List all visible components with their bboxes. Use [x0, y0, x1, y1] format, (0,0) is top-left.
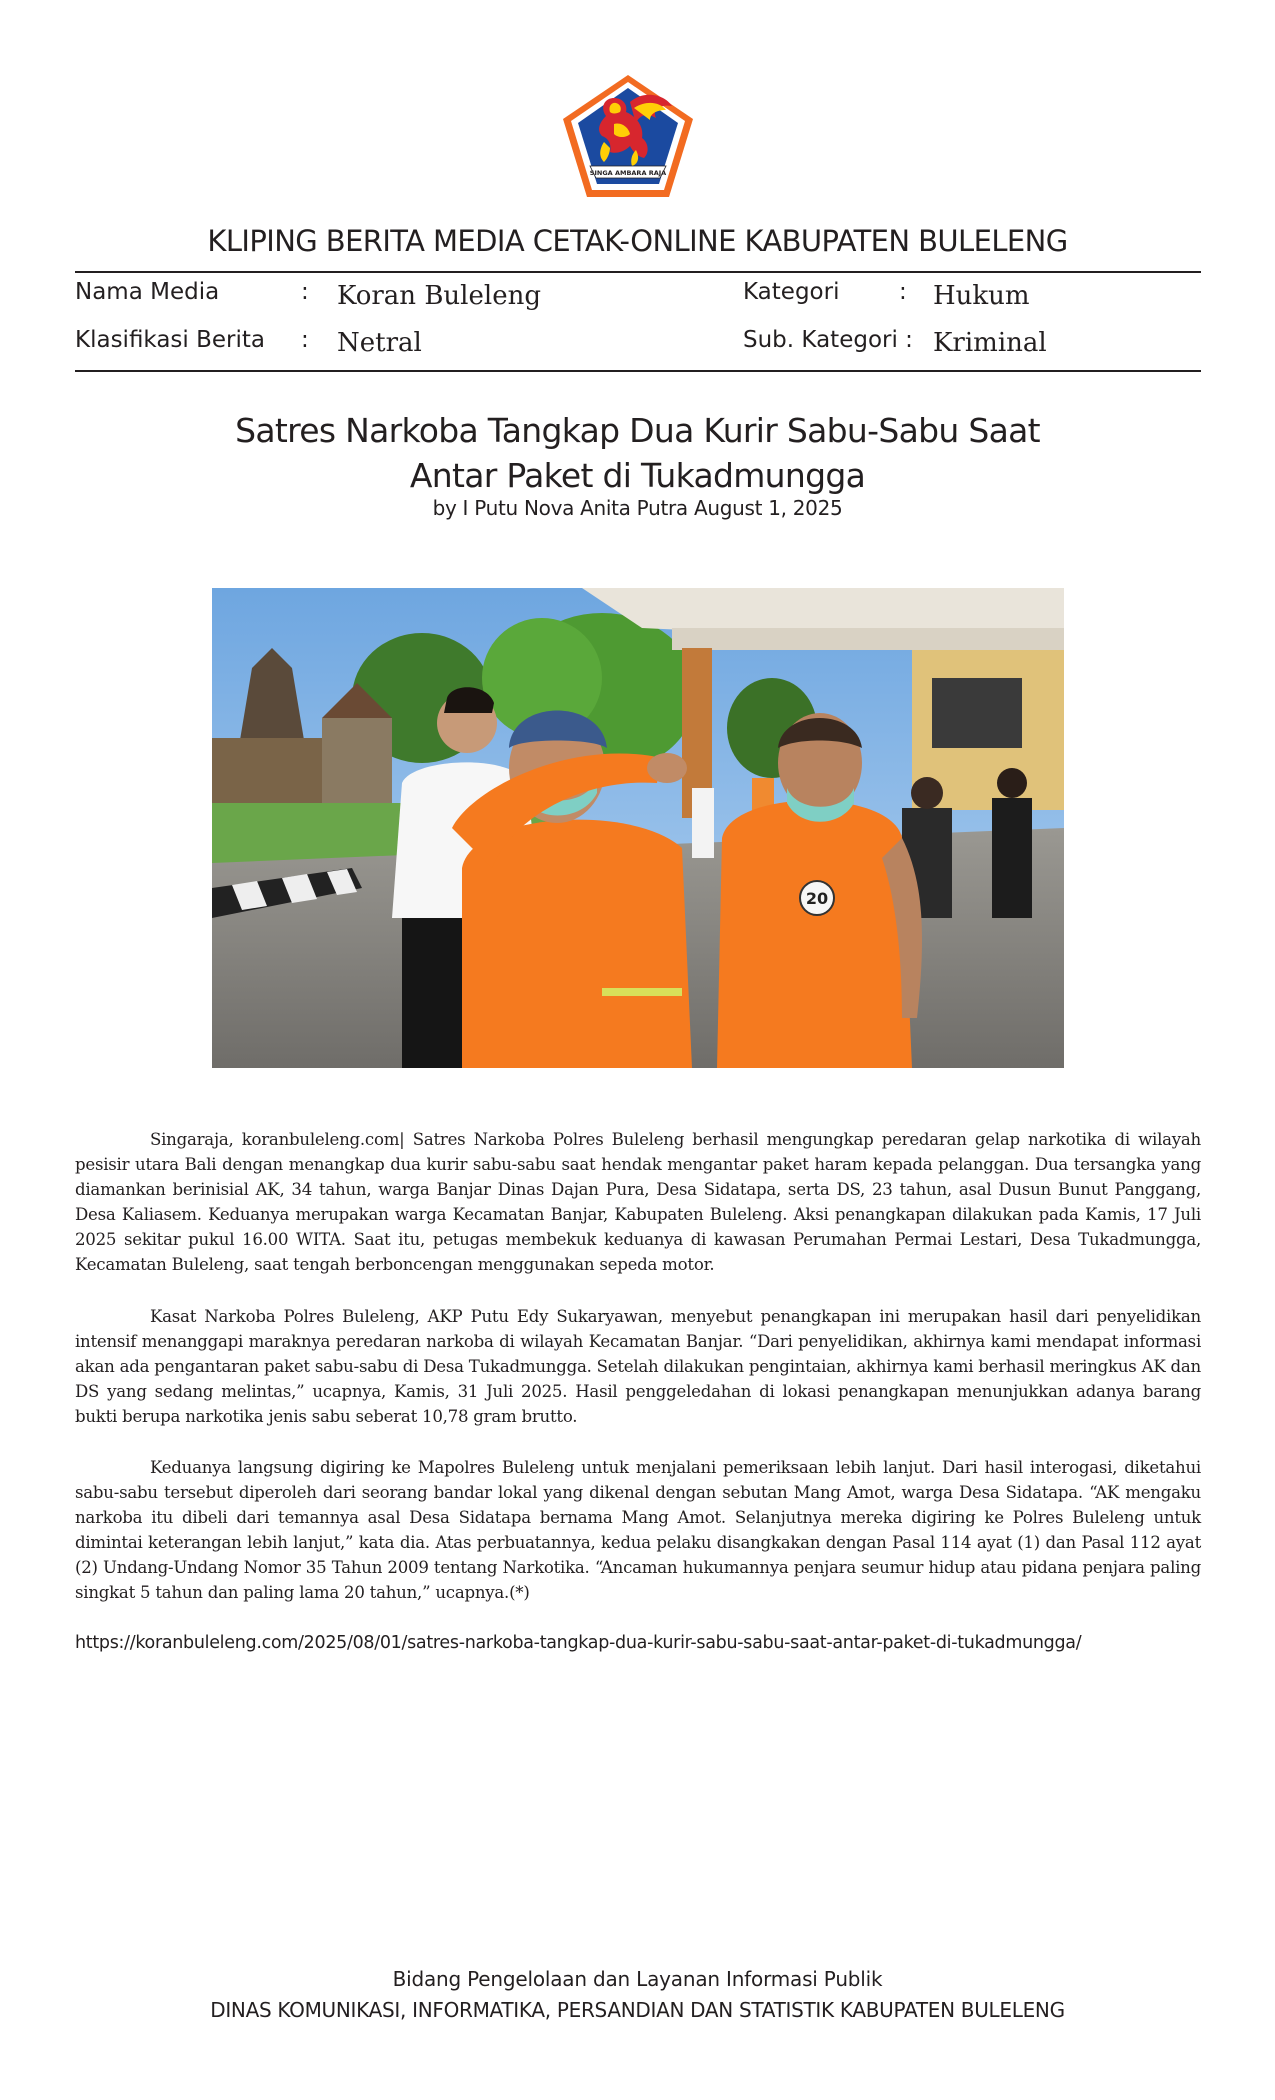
emblem-motto: SINGA AMBARA RAJA [589, 169, 667, 177]
subcategory-label: Sub. Kategori : [743, 327, 913, 353]
document-header-title: KLIPING BERITA MEDIA CETAK-ONLINE KABUPATEN BULELENG [207, 224, 1068, 258]
source-url-link[interactable]: https://koranbuleleng.com/2025/08/01/satres-narkoba-tangkap-dua-kurir-sabu-sabu-saat-antar-paket-di-tukadmungga/ [75, 1633, 1082, 1653]
article-title-line-2: Antar Paket di Tukadmungga [409, 456, 866, 495]
category-label: Kategori [743, 279, 840, 305]
media-name-label: Nama Media [75, 279, 220, 305]
paragraph-text: Singaraja, koranbuleleng.com| Satres Narkoba Polres Buleleng berhasil mengungkap peredaran gelap narkotika di wilayah pesisir utara Bali dengan menangkap dua kurir sabu-sabu saat hendak mengantar paket haram kepada pelanggan. Dua tersangka yang diamankan berinisial AK, 34 tahun, warga Banjar Dinas Dajan Pura, Desa Sidatapa, serta DS, 23 tahun, asal Dusun Bunut Panggang, Desa Kaliasem. Keduanya merupakan warga Kecamatan Banjar, Kabupaten Buleleng. Aksi penangkapan dilakukan pada Kamis, 17 Juli 2025 sekitar pukul 16.00 WITA. Saat itu, petugas membekuk keduanya di kawasan Perumahan Permai Lestari, Desa Tukadmungga, Kecamatan Buleleng, saat tengah berboncengan menggunakan sepeda motor. [75, 1130, 1201, 1274]
category-value: Hukum [933, 281, 1030, 311]
paragraph-text: Keduanya langsung digiring ke Mapolres Buleleng untuk menjalani pemeriksaan lebih lanjut. Dari hasil interogasi, diketahui sabu-sabu tersebut diperoleh dari seorang bandar lokal yang dikenal dengan sebutan Mang Amot, warga Desa Sidatapa. “AK mengaku narkoba itu dibeli dari temannya asal Desa Sidatapa bernama Mang Amot. Selanjutnya mereka digiring ke Polres Buleleng untuk dimintai keterangan lebih lanjut,” kata dia. Atas perbuatannya, kedua pelaku disangkakan dengan Pasal 114 ayat (1) dan Pasal 112 ayat (2) Undang-Undang Nomor 35 Tahun 2009 tentang Narkotika. “Ancaman hukumannya penjara seumur hidup atau pidana penjara paling singkat 5 tahun dan paling lama 20 tahun,” ucapnya.(*) [75, 1458, 1201, 1602]
classification-value: Netral [337, 328, 422, 358]
footer-division: Bidang Pengelolaan dan Layanan Informasi Publik [392, 1967, 883, 1991]
media-name-value: Koran Buleleng [337, 281, 541, 311]
media-name-colon: : [301, 279, 309, 305]
article-title [0, 408, 1275, 498]
article-paragraph-2 [75, 1304, 1201, 1429]
header-divider-bottom [75, 370, 1201, 372]
kabupaten-buleleng-emblem-icon [560, 72, 696, 200]
category-colon: : [899, 279, 907, 305]
article-byline: by I Putu Nova Anita Putra August 1, 2025 [432, 496, 843, 520]
paragraph-text: Kasat Narkoba Polres Buleleng, AKP Putu Edy Sukaryawan, menyebut penangkapan ini merupakan hasil dari penyelidikan intensif menanggapi maraknya peredaran narkoba di wilayah Kecamatan Banjar. “Dari penyelidikan, akhirnya kami mendapat informasi akan ada pengantaran paket sabu-sabu di Desa Tukadmungga. Setelah dilakukan pengintaian, akhirnya kami berhasil meringkus AK dan DS yang sedang melintas,” ucapnya, Kamis, 31 Juli 2025. Hasil penggeledahan di lokasi penangkapan menunjukkan adanya barang bukti berupa narkotika jenis sabu seberat 10,78 gram brutto. [75, 1307, 1201, 1426]
article-title-line-1: Satres Narkoba Tangkap Dua Kurir Sabu-Sabu Saat [235, 411, 1040, 450]
article-paragraph-1 [75, 1127, 1201, 1277]
article-paragraph-3 [75, 1455, 1201, 1605]
vest-number: 20 [805, 889, 829, 908]
header-divider-top [75, 271, 1201, 273]
classification-colon: : [301, 327, 309, 353]
footer-agency: DINAS KOMUNIKASI, INFORMATIKA, PERSANDIAN DAN STATISTIK KABUPATEN BULELENG [210, 1998, 1065, 2022]
classification-label: Klasifikasi Berita [75, 327, 266, 353]
subcategory-value: Kriminal [933, 328, 1047, 358]
article-photo [212, 588, 1064, 1068]
